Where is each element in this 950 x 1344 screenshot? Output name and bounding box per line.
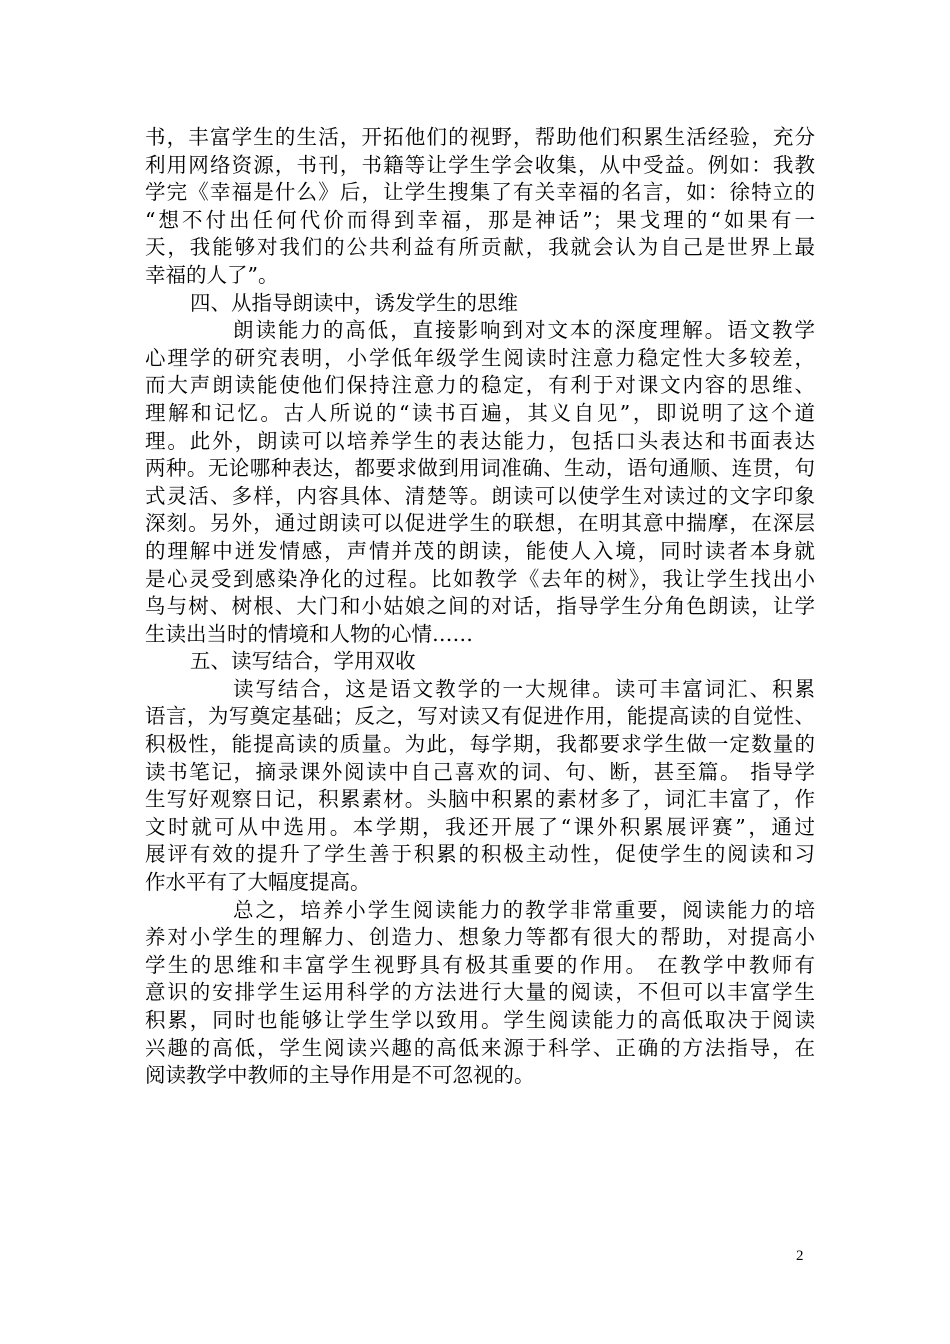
text-line: 积极性，能提高读的质量。为此，每学期，我都要求学生做一定数量的 [145, 732, 815, 757]
text-line: 展评有效的提升了学生善于积累的积极主动性，促使学生的阅读和习 [145, 842, 815, 867]
text-line: 读书笔记，摘录课外阅读中自己喜欢的词、句、断，甚至篇。 指导学 [145, 759, 815, 784]
text-line: 是心灵受到感染净化的过程。比如教学《去年的树》，我让学生找出小 [145, 566, 815, 591]
text-line: 意识的安排学生运用科学的方法进行大量的阅读，不但可以丰富学生 [145, 980, 815, 1005]
text-line: 而大声朗读能使他们保持注意力的稳定，有利于对课文内容的思维、 [145, 373, 815, 398]
text-line: 鸟与树、树根、大门和小姑娘之间的对话，指导学生分角色朗读，让学 [145, 594, 815, 619]
paragraph-last-line: 阅读教学中教师的主导作用是不可忽视的。 [145, 1063, 535, 1088]
paragraph-last-line: 生读出当时的情境和人物的心情…… [145, 621, 473, 646]
text-line: “想不付出任何代价而得到幸福，那是神话”；果戈理的“如果有一 [145, 207, 815, 232]
text-line: 式灵活、多样，内容具体、清楚等。朗读可以使学生对读过的文字印象 [145, 483, 815, 508]
text-line: 生写好观察日记，积累素材。头脑中积累的素材多了，词汇丰富了，作 [145, 787, 815, 812]
text-line: 学生的思维和丰富学生视野具有极其重要的作用。 在教学中教师有 [145, 952, 815, 977]
paragraph-first-line: 读写结合，这是语文教学的一大规律。读可丰富词汇、积累 [233, 676, 815, 701]
text-line: 学完《幸福是什么》后，让学生搜集了有关幸福的名言，如：徐特立的 [145, 180, 815, 205]
text-line: 深刻。另外，通过朗读可以促进学生的联想，在明其意中揣摩，在深层 [145, 511, 815, 536]
text-line: 养对小学生的理解力、创造力、想象力等都有很大的帮助，对提高小 [145, 925, 815, 950]
text-line: 兴趣的高低，学生阅读兴趣的高低来源于科学、正确的方法指导，在 [145, 1035, 815, 1060]
text-line: 的理解中迸发情感，声情并茂的朗读，能使人入境，同时读者本身就 [145, 538, 815, 563]
text-line: 天，我能够对我们的公共利益有所贡献，我就会认为自己是世界上最 [145, 235, 815, 260]
text-line: 书，丰富学生的生活，开拓他们的视野，帮助他们积累生活经验，充分 [145, 125, 815, 149]
paragraph-last-line: 幸福的人了”。 [145, 262, 279, 287]
section-heading: 五、读写结合，学用双收 [190, 649, 416, 674]
text-line: 两种。无论哪种表达，都要求做到用词准确、生动，语句通顺、连贯，句 [145, 456, 815, 481]
body-text [145, 124, 815, 1090]
text-line: 积累，同时也能够让学生学以致用。学生阅读能力的高低取决于阅读 [145, 1008, 815, 1032]
text-line: 理。此外，朗读可以培养学生的表达能力，包括口头表达和书面表达 [145, 428, 815, 453]
text-line: 心理学的研究表明，小学低年级学生阅读时注意力稳定性大多较差， [145, 345, 815, 370]
paragraph-last-line: 作水平有了大幅度提高。 [145, 870, 371, 895]
paragraph-first-line: 朗读能力的高低，直接影响到对文本的深度理解。语文教学 [233, 318, 815, 343]
text-line: 语言，为写奠定基础；反之，写对读又有促进作用，能提高读的自觉性、 [145, 704, 815, 729]
text-line: 理解和记忆。古人所说的“读书百遍，其义自见”，即说明了这个道 [145, 400, 815, 425]
section-heading: 四、从指导朗读中，诱发学生的思维 [190, 290, 518, 315]
text-line: 利用网络资源，书刊，书籍等让学生学会收集，从中受益。例如：我教 [145, 152, 815, 177]
page-number: 2 [796, 1248, 804, 1264]
text-line: 文时就可从中选用。本学期，我还开展了“课外积累展评赛”，通过 [145, 814, 815, 839]
paragraph-first-line: 总之，培养小学生阅读能力的教学非常重要，阅读能力的培 [233, 897, 815, 922]
